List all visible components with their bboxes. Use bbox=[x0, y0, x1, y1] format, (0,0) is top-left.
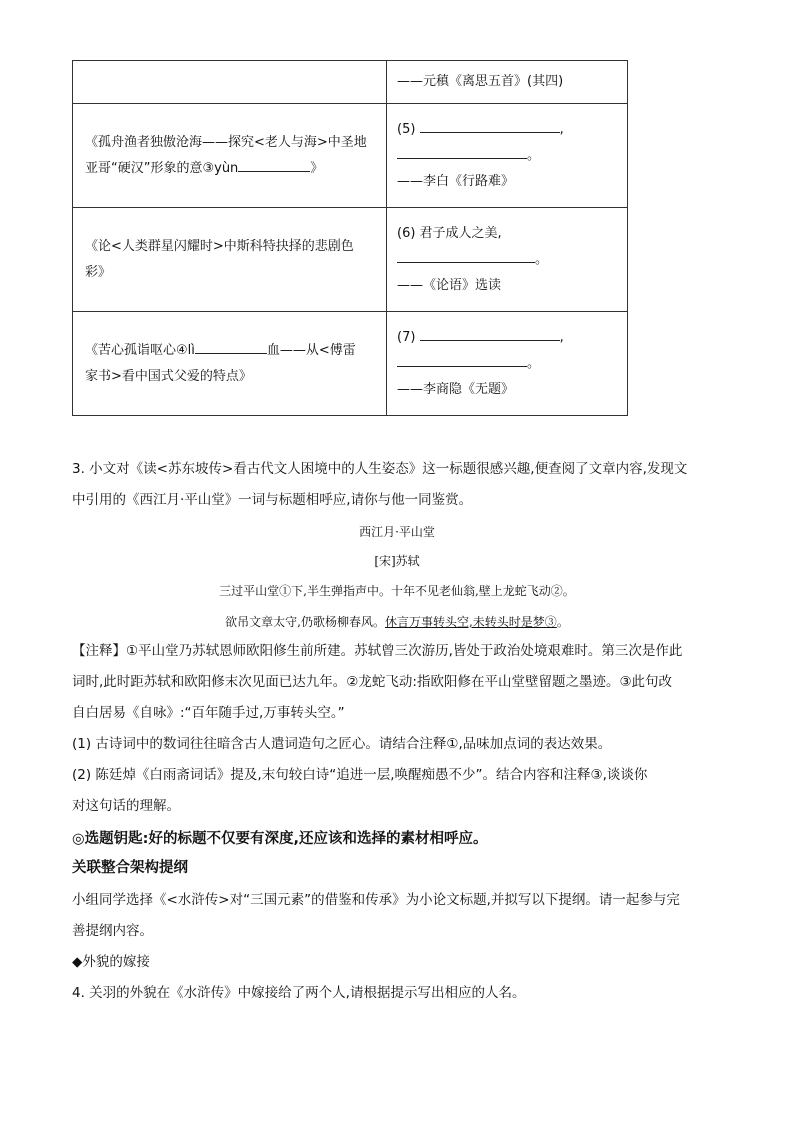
text-line: 【注释】①平山堂乃苏轼恩师欧阳修生前所建。苏轼曾三次游历,皆处于政治处境艰难时。第三次是作此 bbox=[72, 643, 683, 659]
table-row bbox=[73, 208, 628, 312]
punctuation: , bbox=[559, 329, 564, 345]
cell-text: 《苦心孤诣呕心④lì bbox=[85, 342, 195, 358]
bullet-item: ◆外貌的嫁接 bbox=[72, 954, 150, 970]
fill-blank[interactable] bbox=[397, 248, 535, 263]
cell-text: 家书>看中国式父爱的特点》 bbox=[85, 368, 252, 384]
table-cell bbox=[387, 208, 628, 312]
table-cell bbox=[387, 312, 628, 416]
text-line: 小组同学选择《<水浒传>对“三国元素”的借鉴和传承》为小论文标题,并拟写以下提纲。请一起参与完 bbox=[72, 892, 680, 908]
poem-text: 欲吊文章太守,仍歌杨柳春风。 bbox=[225, 615, 385, 629]
table-cell bbox=[73, 312, 387, 416]
cell-text: 《论<人类群星闪耀时>中斯科特抉择的悲剧色 bbox=[85, 238, 354, 254]
cell-text: 亚哥“硬汉”形象的意③yùn bbox=[85, 160, 239, 176]
answer-table bbox=[72, 60, 628, 416]
table-cell bbox=[387, 61, 628, 104]
cell-text: 》 bbox=[310, 160, 324, 176]
fill-blank[interactable] bbox=[397, 352, 527, 367]
table-cell bbox=[387, 104, 628, 208]
poem-title: 西江月·平山堂 bbox=[359, 525, 435, 539]
question-3-intro bbox=[72, 454, 722, 516]
poem-author: [宋]苏轼 bbox=[374, 554, 420, 568]
sub-question-1: (1) 古诗词中的数词往往暗含古人遣词造句之匠心。请结合注释①,品味加点词的表达效果。 bbox=[72, 736, 612, 752]
cell-text: (6) 君子成人之美, bbox=[397, 225, 502, 241]
question-4: 4. 关羽的外貌在《水浒传》中嫁接给了两个人,请根据提示写出相应的人名。 bbox=[72, 985, 526, 1001]
table-row bbox=[73, 61, 628, 104]
outline-intro bbox=[72, 885, 722, 1009]
text-line: 善提纲内容。 bbox=[72, 923, 153, 939]
punctuation: 。 bbox=[527, 355, 541, 371]
key-tip: ◎选题钥匙:好的标题不仅要有深度,还应该和选择的素材相呼应。 bbox=[72, 831, 488, 847]
cell-text: 彩》 bbox=[85, 264, 112, 280]
poem-line-1: 三过平山堂①下,半生弹指声中。十年不见老仙翁,壁上龙蛇飞动②。 bbox=[219, 584, 575, 598]
text-line: 自白居易《自咏》:“百年随手过,万事转头空。” bbox=[72, 705, 345, 721]
source-line: ——李白《行路难》 bbox=[397, 173, 515, 189]
fill-blank[interactable] bbox=[195, 339, 267, 354]
fill-blank[interactable] bbox=[420, 326, 560, 341]
poem-line-2 bbox=[0, 613, 794, 630]
text-line: 3. 小文对《读<苏东坡传>看古代文人困境中的人生姿态》这一标题很感兴趣,便查阅了文章内容,发现文 bbox=[72, 461, 688, 477]
text-line: 词时,此时距苏轼和欧阳修末次见面已达九年。②龙蛇飞动:指欧阳修在平山堂壁留题之墨迹。③此句改 bbox=[72, 674, 673, 690]
annotation bbox=[72, 636, 722, 822]
sub-question-2: (2) 陈廷焯《白雨斋词话》提及,末句较白诗“追进一层,唤醒痴愚不少”。结合内容和注释③,谈谈你 bbox=[72, 767, 648, 783]
table-cell-empty bbox=[73, 61, 387, 104]
fill-blank[interactable] bbox=[397, 144, 527, 159]
poem-underlined-text: 休言万事转头空,未转头时是梦③ bbox=[384, 615, 557, 629]
table-row bbox=[73, 312, 628, 416]
table-cell bbox=[73, 208, 387, 312]
text-line: 对这句话的理解。 bbox=[72, 798, 180, 814]
source-line: ——《论语》选读 bbox=[397, 277, 502, 293]
punctuation: 。 bbox=[527, 147, 541, 163]
fill-blank[interactable] bbox=[238, 157, 310, 172]
fill-blank[interactable] bbox=[420, 118, 560, 133]
section-title: 关联整合架构提纲 bbox=[72, 860, 188, 876]
punctuation: 。 bbox=[535, 251, 549, 267]
cell-text: 《孤舟渔者独傲沧海——探究<老人与海>中圣地 bbox=[85, 134, 367, 150]
punctuation: , bbox=[559, 121, 564, 137]
source-line: ——李商隐《无题》 bbox=[397, 381, 515, 397]
table-row bbox=[73, 104, 628, 208]
item-number: (5) bbox=[397, 121, 416, 137]
table-cell bbox=[73, 104, 387, 208]
text-line: 中引用的《西江月·平山堂》一词与标题相呼应,请你与他一同鉴赏。 bbox=[72, 492, 473, 508]
item-number: (7) bbox=[397, 329, 416, 345]
cell-text: 血——从<傅雷 bbox=[266, 342, 356, 358]
poem-text: 。 bbox=[556, 615, 569, 629]
source-line: ——元稹《离思五首》(其四) bbox=[397, 74, 564, 89]
